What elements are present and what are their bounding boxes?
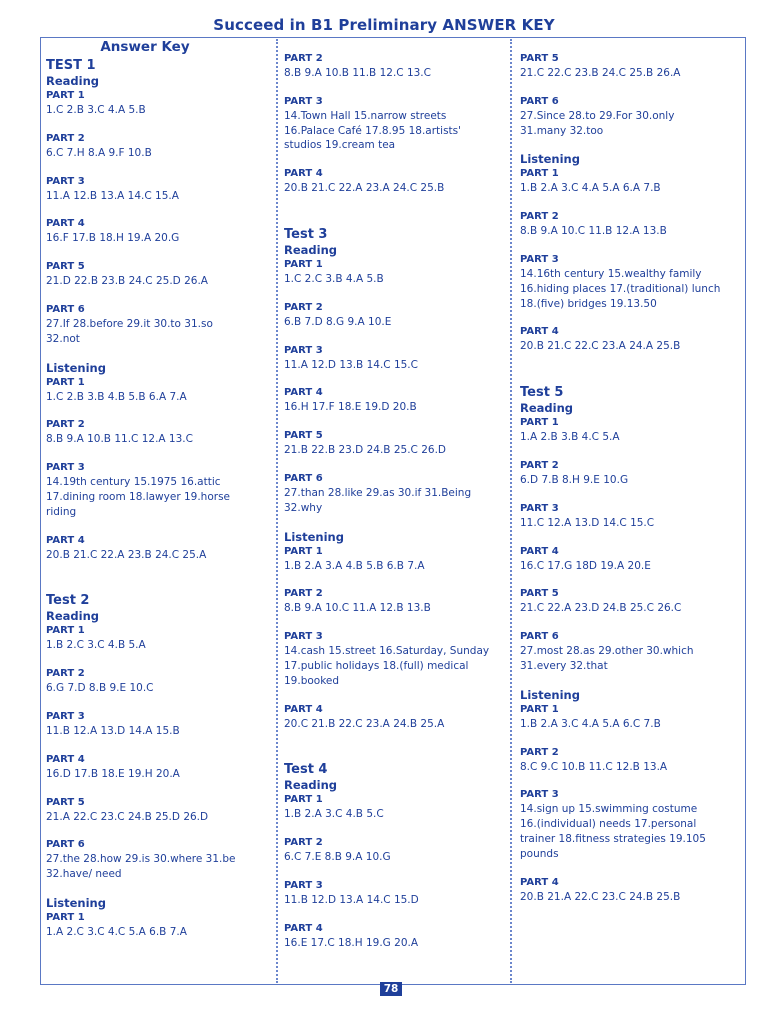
part-answers: 20.C 21.B 22.C 23.A 24.B 25.A [284,717,445,730]
part-label: PART 4 [520,876,559,888]
test-4-reading-part-2 [284,836,508,865]
part-answers: 1.A 2.B 3.B 4.C 5.A [520,431,620,444]
test-1-reading-label: Reading [46,74,100,88]
part-label: PART 4 [46,218,85,230]
part-answers: 21.C 22.C 23.B 24.C 25.B 26.A [520,67,681,79]
part-label: PART 6 [520,95,559,107]
column-1 [46,38,274,954]
part-label: PART 2 [46,668,85,680]
part-answers: 1.B 2.A 3.A 4.B 5.B 6.B 7.A [284,559,425,572]
test-4-reading-part-1 [284,793,508,822]
part-label: PART 1 [46,911,85,923]
part-answers: 14.Town Hall 15.narrow streets 16.Palace Café 17.8.95 18.artists' studios 19.cream tea [284,109,462,152]
part-answers: 11.A 12.B 13.A 14.C 15.A [46,189,179,202]
part-answers: 1.C 2.B 3.B 4.B 5.B 6.A 7.A [46,390,187,403]
test-5-reading-part-2 [520,459,742,488]
part-label: PART 5 [284,430,323,442]
test-3-listening-part-2 [284,587,508,616]
test-1-reading-part-6 [46,303,274,347]
part-answers: 6.B 7.D 8.G 9.A 10.E [284,315,392,328]
test-1-listening-label: Listening [46,360,106,375]
test-4-listening-part-2 [520,210,742,239]
part-label: PART 3 [46,462,85,474]
part-label: PART 4 [284,387,323,399]
part-answers: 16.F 17.B 18.H 19.A 20.G [46,232,180,245]
part-label: PART 2 [284,588,323,600]
test-4-listening-part-4 [520,325,742,354]
part-label: PART 2 [46,132,85,144]
part-label: PART 5 [46,796,85,808]
test-2-listening-part-4 [284,167,508,196]
part-answers: 27.If 28.before 29.it 30.to 31.so 32.not [46,317,213,345]
part-answers: 14.cash 15.street 16.Saturday, Sunday 17.public holidays 18.(full) medical 19.booked [284,645,490,687]
test-4-listening-part-1 [520,167,742,196]
part-answers: 27.Since 28.to 29.For 30.only 31.many 32.too [520,109,675,137]
column-divider-2 [510,39,512,983]
part-answers: 6.D 7.B 8.H 9.E 10.G [520,473,629,486]
test-4-reading-part-5 [520,52,742,81]
test-5-listening-label: Listening [520,687,580,702]
test-3-reading-part-5 [284,429,508,458]
part-label: PART 3 [46,175,85,187]
part-label: PART 1 [46,90,85,101]
part-label: PART 1 [520,168,559,180]
part-label: PART 1 [520,703,559,715]
test-3-reading-label: Reading [284,242,338,257]
test-1-listening-part-1 [46,376,274,405]
part-answers: 1.A 2.C 3.C 4.C 5.A 6.B 7.A [46,925,187,938]
part-label: PART 5 [520,588,559,600]
part-answers: 1.B 2.A 3.C 4.A 5.A 6.A 7.B [520,182,661,195]
part-label: PART 1 [284,794,323,806]
test-5-reading-part-4 [520,545,742,574]
part-label: PART 2 [520,746,559,758]
part-answers: 20.B 21.C 22.A 23.A 24.C 25.B [284,182,445,195]
test-4-reading-part-3 [284,879,508,908]
part-answers: 14.19th century 15.1975 16.attic 17.dining room 18.lawyer 19.horse riding [46,476,231,518]
part-answers: 11.A 12.D 13.B 14.C 15.C [284,358,418,371]
part-answers: 21.B 22.B 23.D 24.B 25.C 26.D [284,444,446,457]
test-2-reading-part-2 [46,667,274,696]
part-label: PART 4 [46,753,85,765]
part-label: PART 3 [520,253,559,265]
part-label: PART 1 [520,417,559,429]
test-4-reading-label: Reading [284,778,338,793]
test-2-reading-part-1 [46,624,274,653]
test-5-reading-part-3 [520,502,742,531]
part-label: PART 2 [284,837,323,849]
part-answers: 8.B 9.A 10.B 11.C 12.A 13.C [46,433,193,446]
part-label: PART 3 [520,789,559,801]
part-answers: 20.B 21.C 22.C 23.A 24.A 25.B [520,340,681,353]
part-answers: 16.C 17.G 18D 19.A 20.E [520,559,651,572]
part-label: PART 3 [284,95,323,107]
part-label: PART 3 [284,344,323,356]
test-3-listening-label: Listening [284,529,344,544]
part-answers: 1.C 2.B 3.C 4.A 5.B [46,104,146,116]
test-3-listening-part-1 [284,545,508,574]
part-label: PART 2 [284,301,323,313]
test-5-listening-part-3 [520,788,742,861]
test-4-listening-label: Listening [520,152,580,167]
part-label: PART 4 [520,545,559,557]
part-answers: 20.B 21.C 22.A 23.B 24.C 25.A [46,548,207,561]
part-answers: 8.C 9.C 10.B 11.C 12.B 13.A [520,760,668,773]
part-answers: 27.the 28.how 29.is 30.where 31.be 32.have/ need [46,853,236,881]
test-3-listening-part-3 [284,630,508,688]
part-answers: 21.C 22.A 23.D 24.B 25.C 26.C [520,602,682,615]
test-3-reading-part-4 [284,386,508,415]
part-answers: 14.sign up 15.swimming costume 16.(individual) needs 17.personal trainer 18.fitness strategies 19.105 pounds [520,803,706,860]
answer-key-heading: Answer Key [100,39,190,55]
part-label: PART 5 [46,261,85,273]
part-label: PART 2 [46,419,85,431]
part-answers: 27.than 28.like 29.as 30.if 31.Being 32.why [284,486,472,514]
part-answers: 16.H 17.F 18.E 19.D 20.B [284,401,417,414]
test-1-listening-part-2 [46,418,274,447]
part-label: PART 5 [520,53,559,64]
test-3-title: Test 3 [284,226,328,242]
test-5-reading-part-1 [520,416,742,445]
test-2-reading-part-3 [46,710,274,739]
part-answers: 1.B 2.A 3.C 4.B 5.C [284,808,384,821]
test-3-reading-part-3 [284,344,508,373]
test-5-title: Test 5 [520,385,564,401]
page-title: Succeed in B1 Preliminary ANSWER KEY [213,16,555,34]
part-label: PART 4 [284,703,323,715]
part-label: PART 4 [284,168,323,180]
part-label: PART 1 [284,545,323,557]
part-label: PART 3 [284,879,323,891]
test-2-listening-part-1 [46,911,274,940]
test-3-reading-part-1 [284,258,508,287]
test-3-listening-part-4 [284,703,508,732]
test-5-listening-part-1 [520,703,742,732]
test-1-reading-part-5 [46,260,274,289]
part-answers: 21.A 22.C 23.C 24.B 25.D 26.D [46,810,209,823]
test-5-listening-part-2 [520,746,742,775]
part-answers: 11.B 12.A 13.D 14.A 15.B [46,724,180,737]
part-answers: 11.B 12.D 13.A 14.C 15.D [284,893,419,906]
part-answers: 14.16th century 15.wealthy family 16.hiding places 17.(traditional) lunch 18.(five) bridges 19.13.50 [520,267,721,310]
part-answers: 8.B 9.A 10.B 11.B 12.C 13.C [284,67,431,79]
part-label: PART 6 [46,303,85,315]
test-4-title: Test 4 [284,762,328,778]
test-1-reading-part-3 [46,175,274,204]
part-label: PART 4 [284,922,323,934]
part-label: PART 6 [46,839,85,851]
part-answers: 6.C 7.H 8.A 9.F 10.B [46,146,152,159]
part-label: PART 3 [46,710,85,722]
test-1-listening-part-3 [46,461,274,519]
column-3 [520,52,742,918]
part-answers: 1.B 2.C 3.C 4.B 5.A [46,639,146,652]
part-label: PART 1 [46,625,85,637]
part-answers: 27.most 28.as 29.other 30.which 31.every 32.that [520,645,694,672]
part-answers: 1.B 2.A 3.C 4.A 5.A 6.C 7.B [520,717,661,730]
part-answers: 6.G 7.D 8.B 9.E 10.C [46,682,154,695]
test-1-reading-part-1 [46,89,274,118]
test-1-title: TEST 1 [46,58,96,73]
part-label: PART 3 [520,502,559,514]
column-2 [284,52,508,965]
part-answers: 16.D 17.B 18.E 19.H 20.A [46,767,180,780]
part-answers: 20.B 21.A 22.C 23.C 24.B 25.B [520,890,681,903]
part-label: PART 3 [284,631,323,643]
part-answers: 6.C 7.E 8.B 9.A 10.G [284,851,391,864]
page-number-badge: 78 [380,982,402,996]
part-answers: 8.B 9.A 10.C 11.B 12.A 13.B [520,225,667,238]
test-5-reading-label: Reading [520,401,574,416]
test-2-listening-part-2 [284,52,508,81]
test-2-listening-label: Listening [46,895,106,910]
test-3-reading-part-2 [284,301,508,330]
part-label: PART 2 [520,459,559,471]
part-answers: 16.E 17.C 18.H 19.G 20.A [284,936,419,949]
part-label: PART 6 [284,472,323,484]
column-divider-1 [276,39,278,983]
test-2-reading-part-4 [46,753,274,782]
part-label: PART 2 [520,211,559,223]
test-5-reading-part-5 [520,587,742,616]
test-1-reading-part-2 [46,132,274,161]
part-answers: 21.D 22.B 23.B 24.C 25.D 26.A [46,275,208,288]
test-5-reading-part-6 [520,630,742,674]
test-4-reading-part-6 [520,95,742,139]
part-label: PART 4 [46,534,85,546]
test-2-title: Test 2 [46,593,90,609]
part-answers: 8.B 9.A 10.C 11.A 12.B 13.B [284,602,431,615]
part-answers: 11.C 12.A 13.D 14.C 15.C [520,516,655,529]
test-2-reading-label: Reading [46,609,100,624]
test-1-listening-part-4 [46,534,274,563]
part-label: PART 4 [520,326,559,338]
test-2-reading-part-5 [46,796,274,825]
test-4-reading-part-4 [284,922,508,951]
part-answers: 1.C 2.C 3.B 4.A 5.B [284,272,384,285]
test-3-reading-part-6 [284,472,508,516]
test-2-reading-part-6 [46,838,274,882]
test-4-listening-part-3 [520,253,742,311]
test-2-listening-part-3 [284,95,508,153]
test-1-reading-part-4 [46,217,274,246]
part-label: PART 2 [284,53,323,64]
test-5-listening-part-4 [520,876,742,905]
part-label: PART 6 [520,631,559,643]
part-label: PART 1 [284,258,323,270]
part-label: PART 1 [46,376,85,388]
